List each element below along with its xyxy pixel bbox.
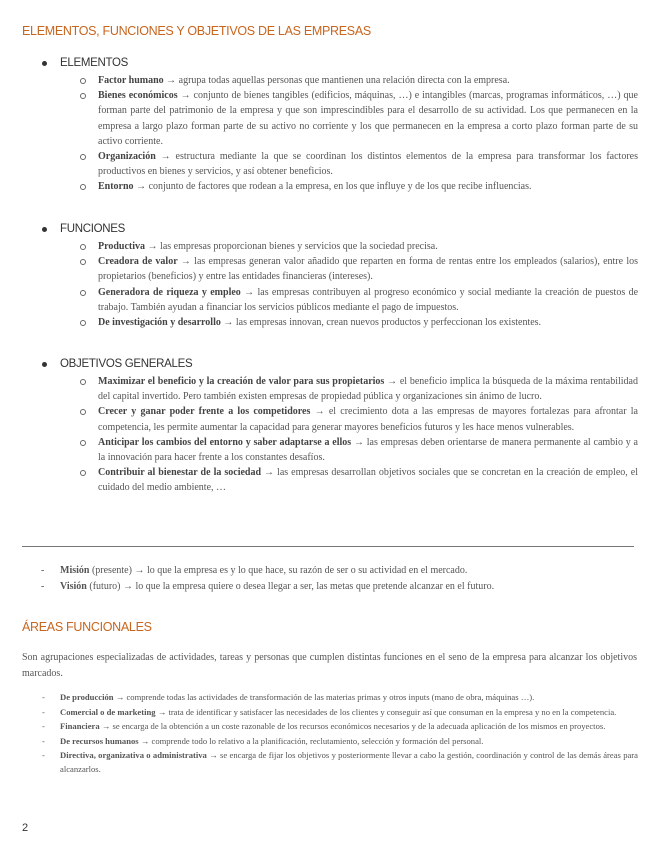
section-heading-text: ELEMENTOS [60, 57, 129, 69]
list-item [38, 404, 638, 434]
section-heading-text: FUNCIONES [60, 223, 126, 235]
section-heading [38, 356, 638, 372]
list-item [38, 239, 638, 254]
circle-bullet-icon [80, 409, 86, 415]
list-item [38, 563, 638, 579]
list-item [38, 720, 638, 734]
list-item [38, 315, 638, 330]
item-term: Productiva [98, 241, 146, 252]
circle-bullet-icon [80, 379, 86, 385]
dash-bullet-icon: - [41, 565, 45, 576]
list-item [38, 749, 638, 776]
list-item [38, 179, 638, 194]
item-term: Anticipar los cambios del entorno y saber adaptarse a ellos [98, 436, 352, 448]
item-text: → las empresas generan valor añadido que reparten en forma de rentas entre los empleados (salarios), entre los propietarios (beneficios) y entre las entidades financieras (intereses). [98, 256, 638, 283]
item-text: → el crecimiento dota a las empresas de mayores fortalezas para afrontar la competencia, les permite aumentar la capacidad para generar mayores beneficios futuros y les hace menos vulnerables. [98, 406, 638, 433]
list-item [38, 73, 638, 88]
bullet-dot-icon [42, 362, 47, 367]
circle-bullet-icon [80, 78, 86, 84]
mision-vision-list [38, 563, 638, 595]
item-term: Maximizar el beneficio y la creación de valor para sus propietarios [98, 376, 385, 387]
item-term: Contribuir al bienestar de la sociedad [98, 467, 262, 479]
item-text: → las empresas contribuyen al progreso económico y social mediante la creación de puestos de trabajo. También ayudan a financiar los servicios públicos mediante el pago de impuestos. [98, 286, 639, 313]
list-item [38, 88, 638, 149]
list-item [38, 149, 638, 179]
dash-bullet-icon: - [41, 581, 45, 592]
dash-bullet-icon: - [42, 692, 45, 702]
circle-bullet-icon [80, 470, 86, 476]
item-text: → agrupa todas aquellas personas que mantienen una relación directa con la empresa. [163, 75, 510, 86]
section-heading [38, 55, 638, 71]
item-term: Crecer y ganar poder frente a los competidores [98, 406, 311, 418]
item-term: Comercial o de marketing [60, 706, 156, 717]
dash-bullet-icon: - [42, 735, 45, 746]
item-term: Directiva, organizativa o administrativa [60, 750, 207, 761]
bullet-dot-icon [42, 227, 47, 232]
item-text: → las empresas innovan, crean nuevos productos y perfeccionan los existentes. [220, 317, 542, 329]
list-item [38, 579, 638, 595]
item-text: → comprende todo lo relativo a la planificación, reclutamiento, selección y formación del personal. [138, 735, 484, 746]
section-funciones [38, 221, 638, 330]
item-text: → las empresas proporcionan bienes y servicios que la sociedad precisa. [145, 241, 438, 252]
item-text: → comprende todas las actividades de transformación de las materias primas y otros inputs (mano de obra, máquinas …). [113, 692, 535, 702]
circle-bullet-icon [80, 290, 86, 296]
dash-bullet-icon: - [42, 706, 45, 717]
areas-intro: Son agrupaciones especializadas de actividades, tareas y personas que cumplen distintas funciones en el seno de la empresa para alcanzar los objetivos marcados. [22, 652, 637, 679]
item-term: De producción [60, 692, 114, 702]
item-text: → conjunto de factores que rodean a la empresa, en los que influye y de los que recibe influencias. [133, 181, 532, 193]
list-item [38, 374, 638, 404]
item-text: → el beneficio implica la búsqueda de la máxima rentabilidad del capital invertido. Pero también existen empresas de propiedad pública y organizaciones sin ánimo de lucro. [98, 376, 638, 403]
item-term: De investigación y desarrollo [98, 317, 221, 329]
item-term: Organización [98, 151, 156, 163]
item-term: Financiera [60, 721, 100, 732]
circle-bullet-icon [80, 440, 86, 446]
item-text: → se encarga de fijar los objetivos y posteriormente llevar a cabo la gestión, coordinación y control de las demás áreas para alcanzarlos. [60, 750, 638, 774]
item-text: → trata de identificar y satisfacer las necesidades de los clientes y conseguir así que consuman en la empresa y no en la competencia. [155, 706, 617, 717]
section-elementos [38, 55, 638, 195]
dash-bullet-icon: - [42, 750, 45, 761]
circle-bullet-icon [80, 320, 86, 326]
list-item [38, 465, 638, 495]
section-title-areas: ÁREAS FUNCIONALES [22, 620, 152, 634]
dash-bullet-icon: - [42, 721, 45, 732]
section-heading [38, 221, 638, 237]
item-text: → las empresas deben orientarse de manera permanente al cambio y a la innovación para hacer frente a los constantes desafíos. [98, 436, 638, 464]
item-term: Visión [60, 581, 87, 592]
item-text: → las empresas desarrollan objetivos sociales que se concretan en la creación de empleo, el cuidado del medio ambiente, … [98, 467, 638, 494]
page-number: 2 [22, 822, 29, 834]
item-text: → se encarga de la obtención a un coste razonable de los recursos económicos necesarios y de la adecuada aplicación de los mismos en proyectos. [99, 721, 606, 732]
item-term: Misión [60, 565, 90, 576]
page-title: ELEMENTOS, FUNCIONES Y OBJETIVOS DE LAS EMPRESAS [22, 24, 371, 38]
circle-bullet-icon [80, 184, 86, 190]
item-text: → lo que la empresa es y lo que hace, su razón de ser o su actividad en el mercado. [131, 565, 468, 576]
circle-bullet-icon [80, 93, 86, 99]
areas-list [38, 691, 638, 778]
item-qualifier: (futuro) [86, 581, 121, 592]
item-term: Generadora de riqueza y empleo [98, 286, 241, 298]
circle-bullet-icon [80, 244, 86, 250]
circle-bullet-icon [80, 259, 86, 265]
item-term: Creadora de valor [98, 256, 178, 268]
circle-bullet-icon [80, 154, 86, 160]
horizontal-divider [22, 546, 634, 547]
item-term: Factor humano [98, 75, 164, 86]
item-term: Bienes económicos [98, 90, 178, 102]
list-item [38, 735, 638, 749]
item-term: Entorno [98, 181, 134, 193]
list-item [38, 435, 638, 465]
bullet-dot-icon [42, 61, 47, 66]
item-qualifier: (presente) [89, 565, 132, 576]
list-item [38, 691, 638, 705]
list-item [38, 254, 638, 284]
list-item [38, 285, 638, 315]
item-text: → conjunto de bienes tangibles (edificios, máquinas, …) e intangibles (marcas, programas informáticos, …) que forman parte del patrimonio de la empresa y que son imprescindibles para el desarrollo de su actividad. Los que permanecen en la empresa a largo plazo forman parte de su activo no corriente y los que permanecen en la empresa a corto plazo forman parte de su activo corriente. [98, 90, 638, 147]
item-text: → lo que la empresa quiere o desea llegar a ser, las metas que pretende alcanzar en el futuro. [120, 581, 495, 592]
section-objetivos [38, 356, 638, 496]
section-heading-text: OBJETIVOS GENERALES [60, 358, 193, 370]
item-term: De recursos humanos [60, 735, 139, 746]
item-text: → estructura mediante la que se coordinan los distintos elementos de la empresa para transformar los factores productivos en bienes y servicios, y así obtener beneficios. [98, 151, 638, 178]
list-item [38, 706, 638, 720]
